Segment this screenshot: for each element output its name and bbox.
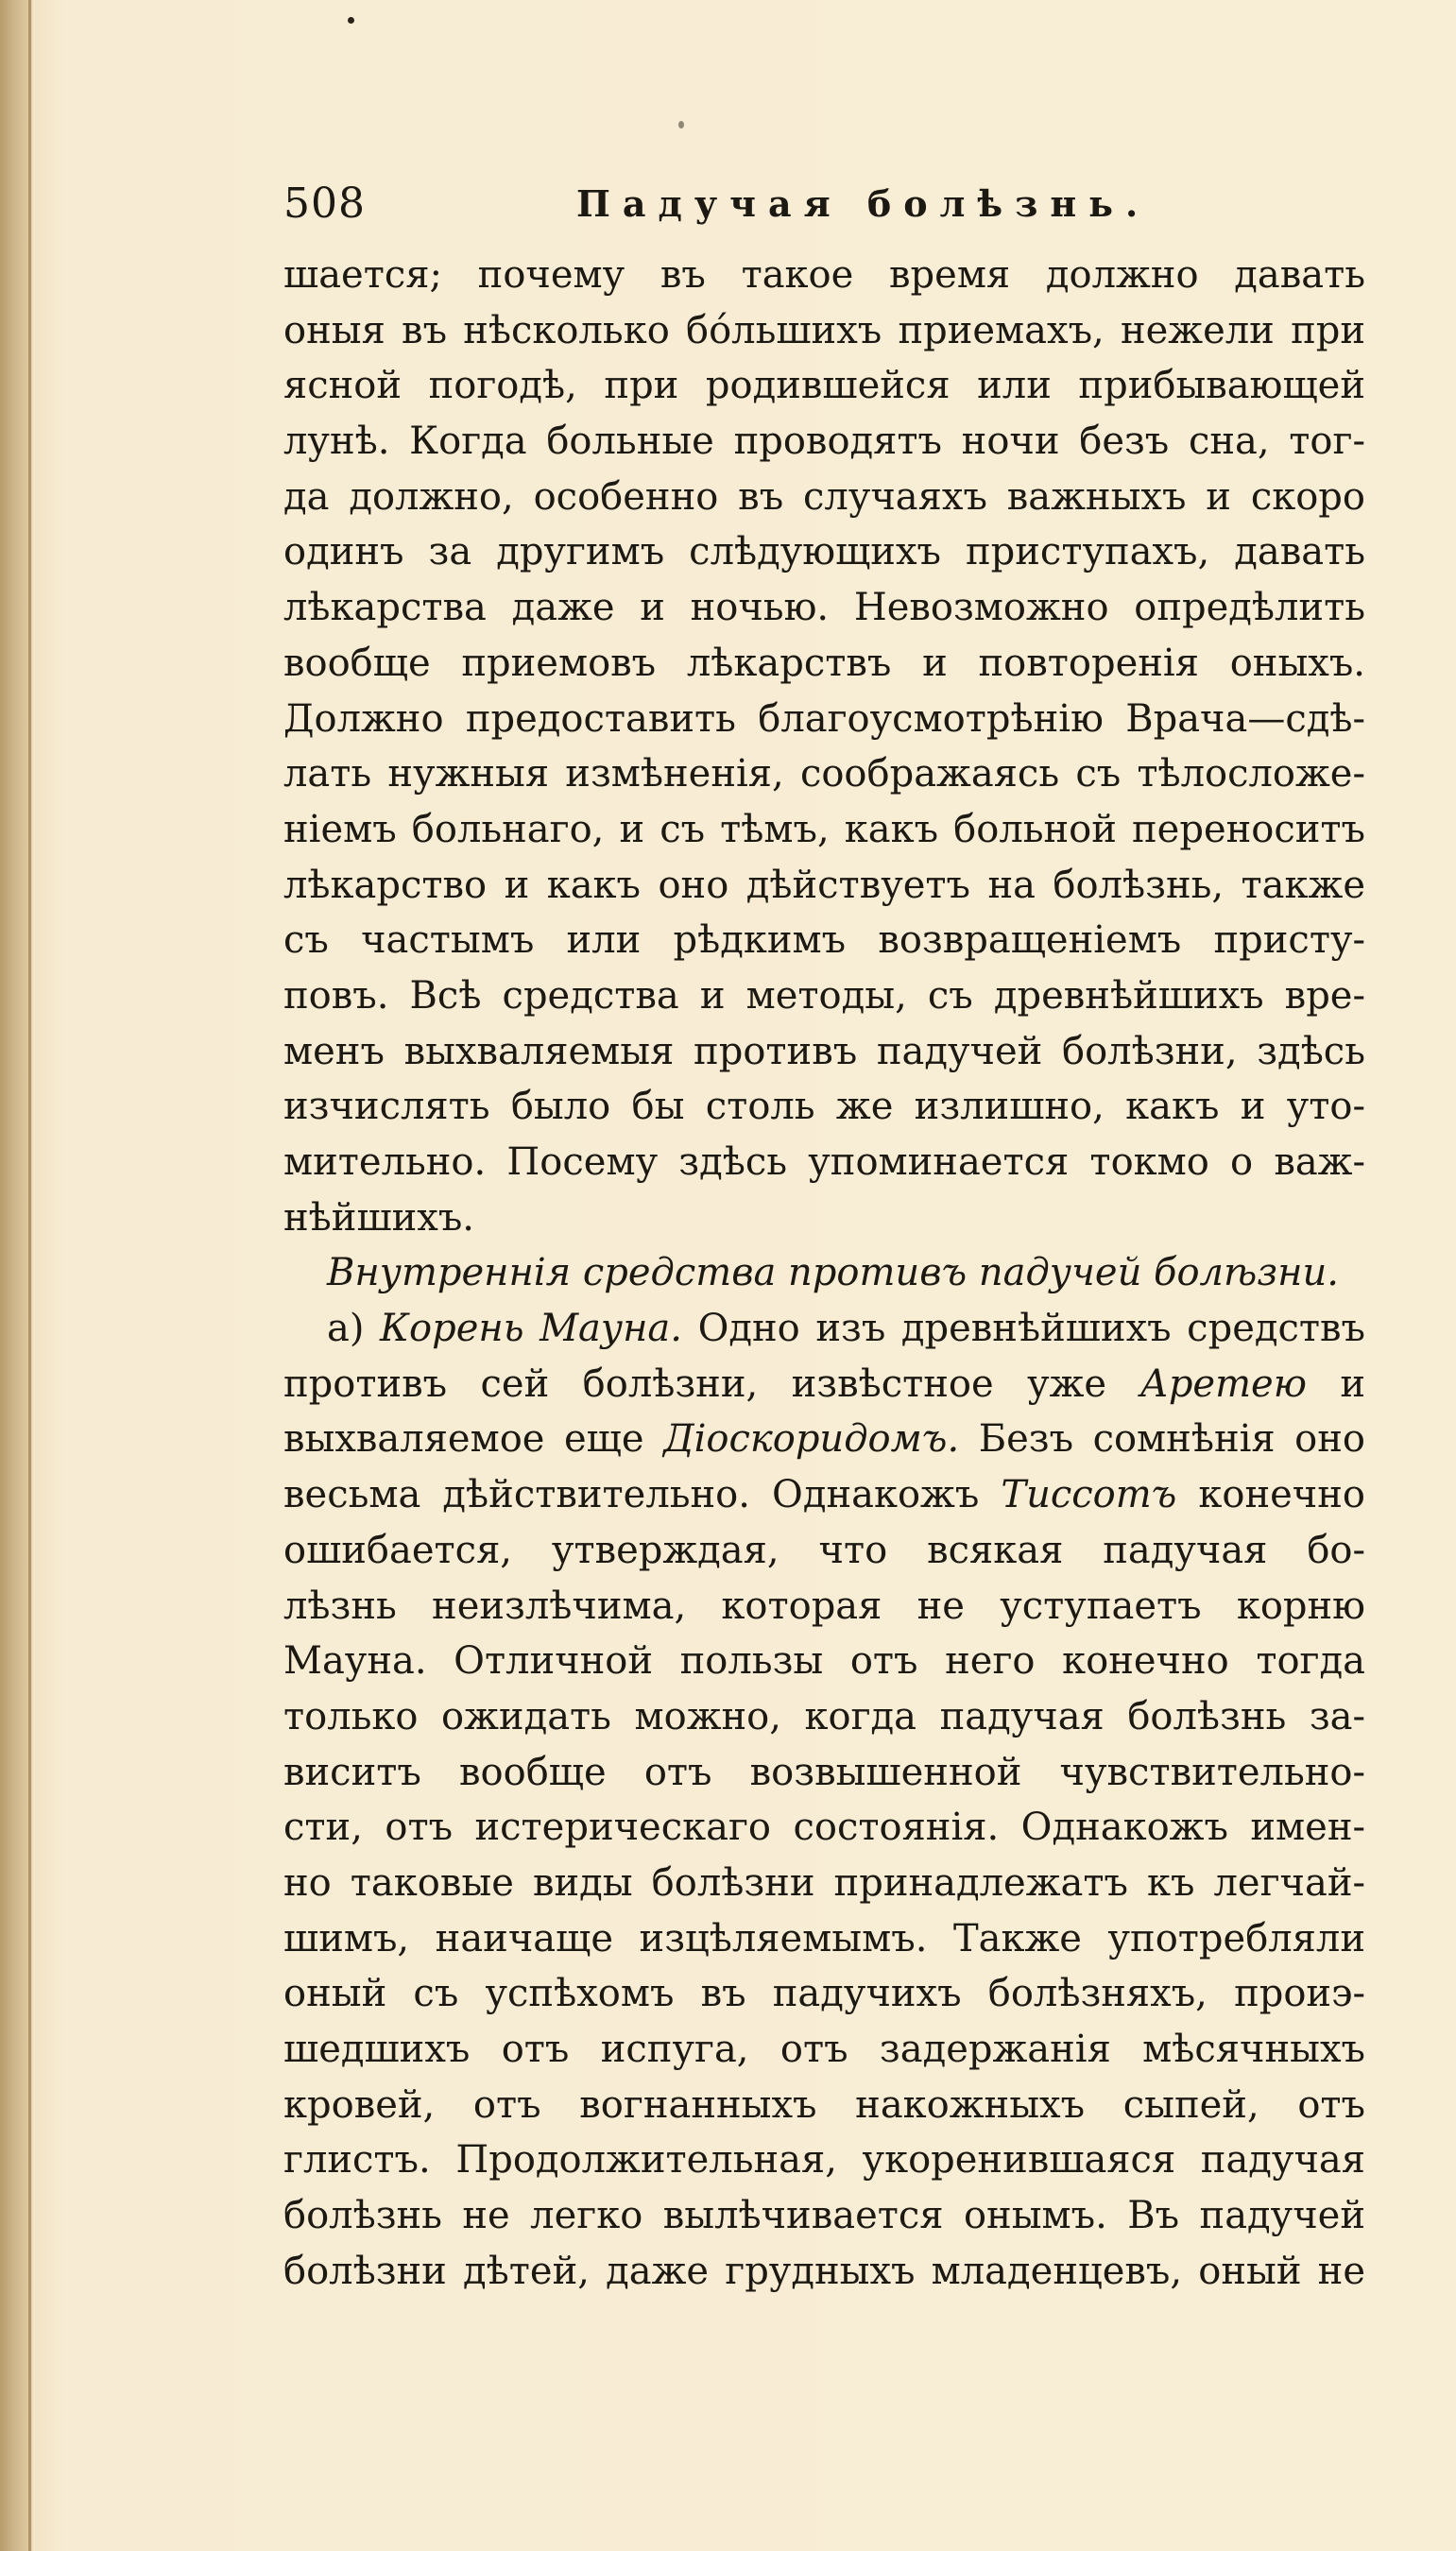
text-fragment: Безъ сомнѣнія оно [978,1417,1365,1462]
text-fragment: противъ сей болѣзни, извѣстное уже [283,1361,1107,1406]
author-name: Діоскоридомъ. [663,1417,960,1462]
text-fragment: и [1340,1361,1365,1406]
text-line: только ожидать можно, когда падучая болѣзнь за- [283,1694,1365,1738]
text-line: изчислять было бы столь же излишно, какъ и уто- [283,1085,1365,1129]
text-line: лать нужныя измѣненія, соображаясь съ тѣлосложе- [283,752,1365,796]
paragraph-a-line-4 [283,1467,1365,1523]
gutter-edge [28,0,31,2551]
text-line: глистъ. Продолжительная, укоренившаяся падучая [283,2138,1365,2183]
text-fragment: конечно [1198,1473,1365,1517]
author-name: Тиссотъ [1001,1473,1177,1517]
text-line: шается; почему въ такое время должно давать [283,253,1365,297]
text-line: Мауна. Отличной пользы отъ него конечно тогда [283,1639,1365,1684]
text-line: ошибается, утверждая, что всякая падучая бо- [283,1528,1365,1572]
text-line: съ частымъ или рѣдкимъ возвращеніемъ присту- [283,918,1365,963]
text-line: да должно, особенно въ случаяхъ важныхъ и скоро [283,474,1365,519]
running-title: Падучая болѣзнь. [576,182,1151,225]
page-number: 508 [283,180,366,228]
ink-speck [678,121,684,128]
text-fragment: Одно изъ древнѣйшихъ средствъ [697,1307,1365,1351]
text-line: но таковые виды болѣзни принадлежатъ къ легчай- [283,1860,1365,1905]
section-heading: Внутреннія средства противъ падучей болѣзни. [327,1251,1339,1295]
text-fragment: весьма дѣйствительно. Однакожъ [283,1473,980,1517]
text-fragment: выхваляемое еще [283,1417,644,1462]
remedy-term: Корень Мауна. [380,1307,682,1351]
text-line: нѣйшихъ. [283,1195,475,1240]
text-line: кровей, отъ вогнанныхъ накожныхъ сыпей, отъ [283,2082,1365,2127]
ink-speck [348,17,354,24]
text-line: лунѣ. Когда больные проводятъ ночи безъ сна, тог- [283,419,1365,464]
text-line: менъ выхваляемыя противъ падучей болѣзни, здѣсь [283,1029,1365,1073]
paragraph-a-line-1 [283,1301,1365,1357]
text-line: болѣзнь не легко вылѣчивается онымъ. Въ падучей [283,2194,1365,2238]
text-line: лѣкарство и какъ оно дѣйствуетъ на болѣзнь, также [283,863,1365,907]
text-line: шимъ, наичаще изцѣляемымъ. Также употребляли [283,1916,1365,1960]
text-line: сти, отъ истерическаго состоянія. Однакожъ имен- [283,1806,1365,1850]
running-head [283,176,1370,232]
text-line: ніемъ больнаго, и съ тѣмъ, какъ больной переноситъ [283,807,1365,851]
text-line: лѣзнь неизлѣчима, которая не уступаетъ корню [283,1584,1365,1628]
body-text [283,248,1365,2299]
text-line: оный съ успѣхомъ въ падучихъ болѣзняхъ, проиэ- [283,1972,1365,2016]
text-line: лѣкарства даже и ночью. Невозможно опредѣлить [283,586,1365,630]
text-line: оныя въ нѣсколько бо́льшихъ приемахъ, нежели при [283,308,1365,352]
paragraph-a-line-3 [283,1412,1365,1467]
list-marker: a) [327,1307,365,1351]
text-line: Должно предоставить благоусмотрѣнію Врача—сдѣ- [283,696,1365,741]
text-line: виситъ вообще отъ возвышенной чувствительно- [283,1750,1365,1794]
text-line: шедшихъ отъ испуга, отъ задержанія мѣсячныхъ [283,2028,1365,2071]
text-line: вообще приемовъ лѣкарствъ и повторенія оныхъ. [283,641,1365,685]
text-line: болѣзни дѣтей, даже грудныхъ младенцевъ, оный не [283,2249,1365,2293]
text-line: одинъ за другимъ слѣдующихъ приступахъ, давать [283,530,1365,574]
text-line: ясной погодѣ, при родившейся или прибывающей [283,364,1365,408]
binding-gutter [0,0,32,2551]
text-line: повъ. Всѣ средства и методы, съ древнѣйшихъ вре- [283,973,1365,1018]
paragraph-a-line-2 [283,1357,1365,1412]
text-line: мительно. Посему здѣсь упоминается токмо о важ- [283,1140,1365,1184]
author-name: Аретею [1139,1361,1307,1406]
